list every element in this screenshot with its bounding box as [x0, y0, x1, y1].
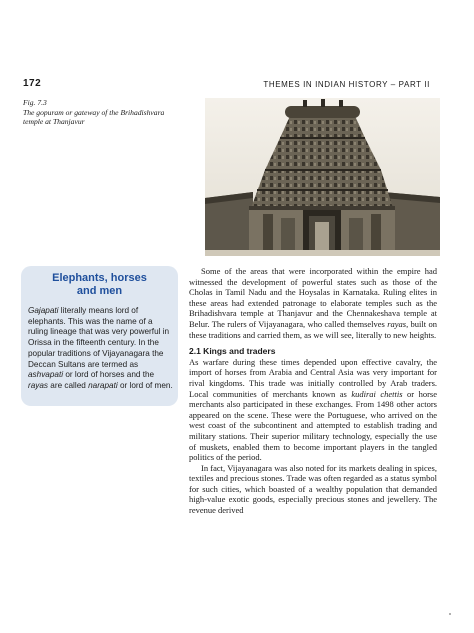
- gopuram-photograph: [205, 98, 440, 256]
- sidebar-title-line1: Elephants, horses: [52, 272, 147, 284]
- paragraph-2: [189, 357, 437, 463]
- figure-caption: [23, 98, 183, 127]
- page-number: 172: [23, 78, 42, 89]
- page-mark: [449, 613, 451, 615]
- running-header: THEMES IN INDIAN HISTORY – PART II: [263, 80, 430, 89]
- figure-label: Fig. 7.3: [23, 98, 47, 107]
- sidebar-body: [28, 306, 173, 392]
- paragraph-2-text-b: or horse merchants also participated in these exchanges. From 1498 other actors appeared on the scene. These were the Portuguese, who arrived on the west coast of the subcontinent and attempted to establish trading and military stations. Their superior military technology, especially the use of muskets, enabled them to become important players in the tangled politics of the period.: [189, 388, 437, 463]
- sidebar-text-1: literally means lord of elephants. This was the name of a ruling lineage that was very powerful in Orissa in the fifteenth century. In the popular traditions of Vijayanagara the Deccan Sultans are termed as: [28, 306, 170, 369]
- main-text-column: [189, 266, 437, 516]
- paragraph-2-text-a: As warfare during these times depended upon effective cavalry, the import of horses from Arabia and Central Asia was very important for rival kingdoms. This trade was initially controlled by Arab traders. Local communities of merchants known as: [189, 356, 437, 399]
- sidebar-title-line2: and men: [76, 285, 123, 297]
- sidebar-text-4: or lord of men.: [117, 380, 173, 390]
- term-kudirai-chettis: kudirai chettis: [351, 388, 403, 399]
- term-rayas-main: rayas: [387, 318, 407, 329]
- paragraph-1-text-a: Some of the areas that were incorporated within the empire had witnessed the development of powerful states such as those of the Cholas in Tamil Nadu and the Hoysalas in Karnataka. Ruling elites in these areas had extended patronage to elaborate temples such as the Brihadishvara temple at Thanjavur and the Chennakeshava temple at Belur. The rulers of Vijayanagara, who called themselves: [189, 266, 437, 329]
- term-rayas: rayas: [28, 380, 49, 390]
- term-narapati: narapati: [88, 380, 118, 390]
- term-ashvapati: ashvapati: [28, 370, 64, 380]
- figure-caption-text: The gopuram or gateway of the Brihadishvara temple at Thanjavur: [23, 107, 165, 127]
- section-heading: 2.1 Kings and traders: [189, 346, 276, 357]
- sidebar-text-2: or lord of horses and the: [63, 370, 155, 380]
- paragraph-1-text-b: , built on these traditions and carried them, as we will see, literally to new heights.: [189, 318, 437, 340]
- sidebar-title: [21, 272, 178, 298]
- term-gajapati: Gajapati: [28, 306, 59, 315]
- paragraph-1: [189, 266, 437, 340]
- paragraph-3: In fact, Vijayanagara was also noted for its markets dealing in spices, textiles and precious stones. Trade was often regarded as a status symbol for such cities, which boasted of a wealthy population that demanded high-value exotic goods, especially precious stones and jewellery. The revenue derived: [189, 462, 437, 516]
- gopuram-illustration: [205, 98, 440, 256]
- sidebar-text-3: are called: [48, 380, 89, 390]
